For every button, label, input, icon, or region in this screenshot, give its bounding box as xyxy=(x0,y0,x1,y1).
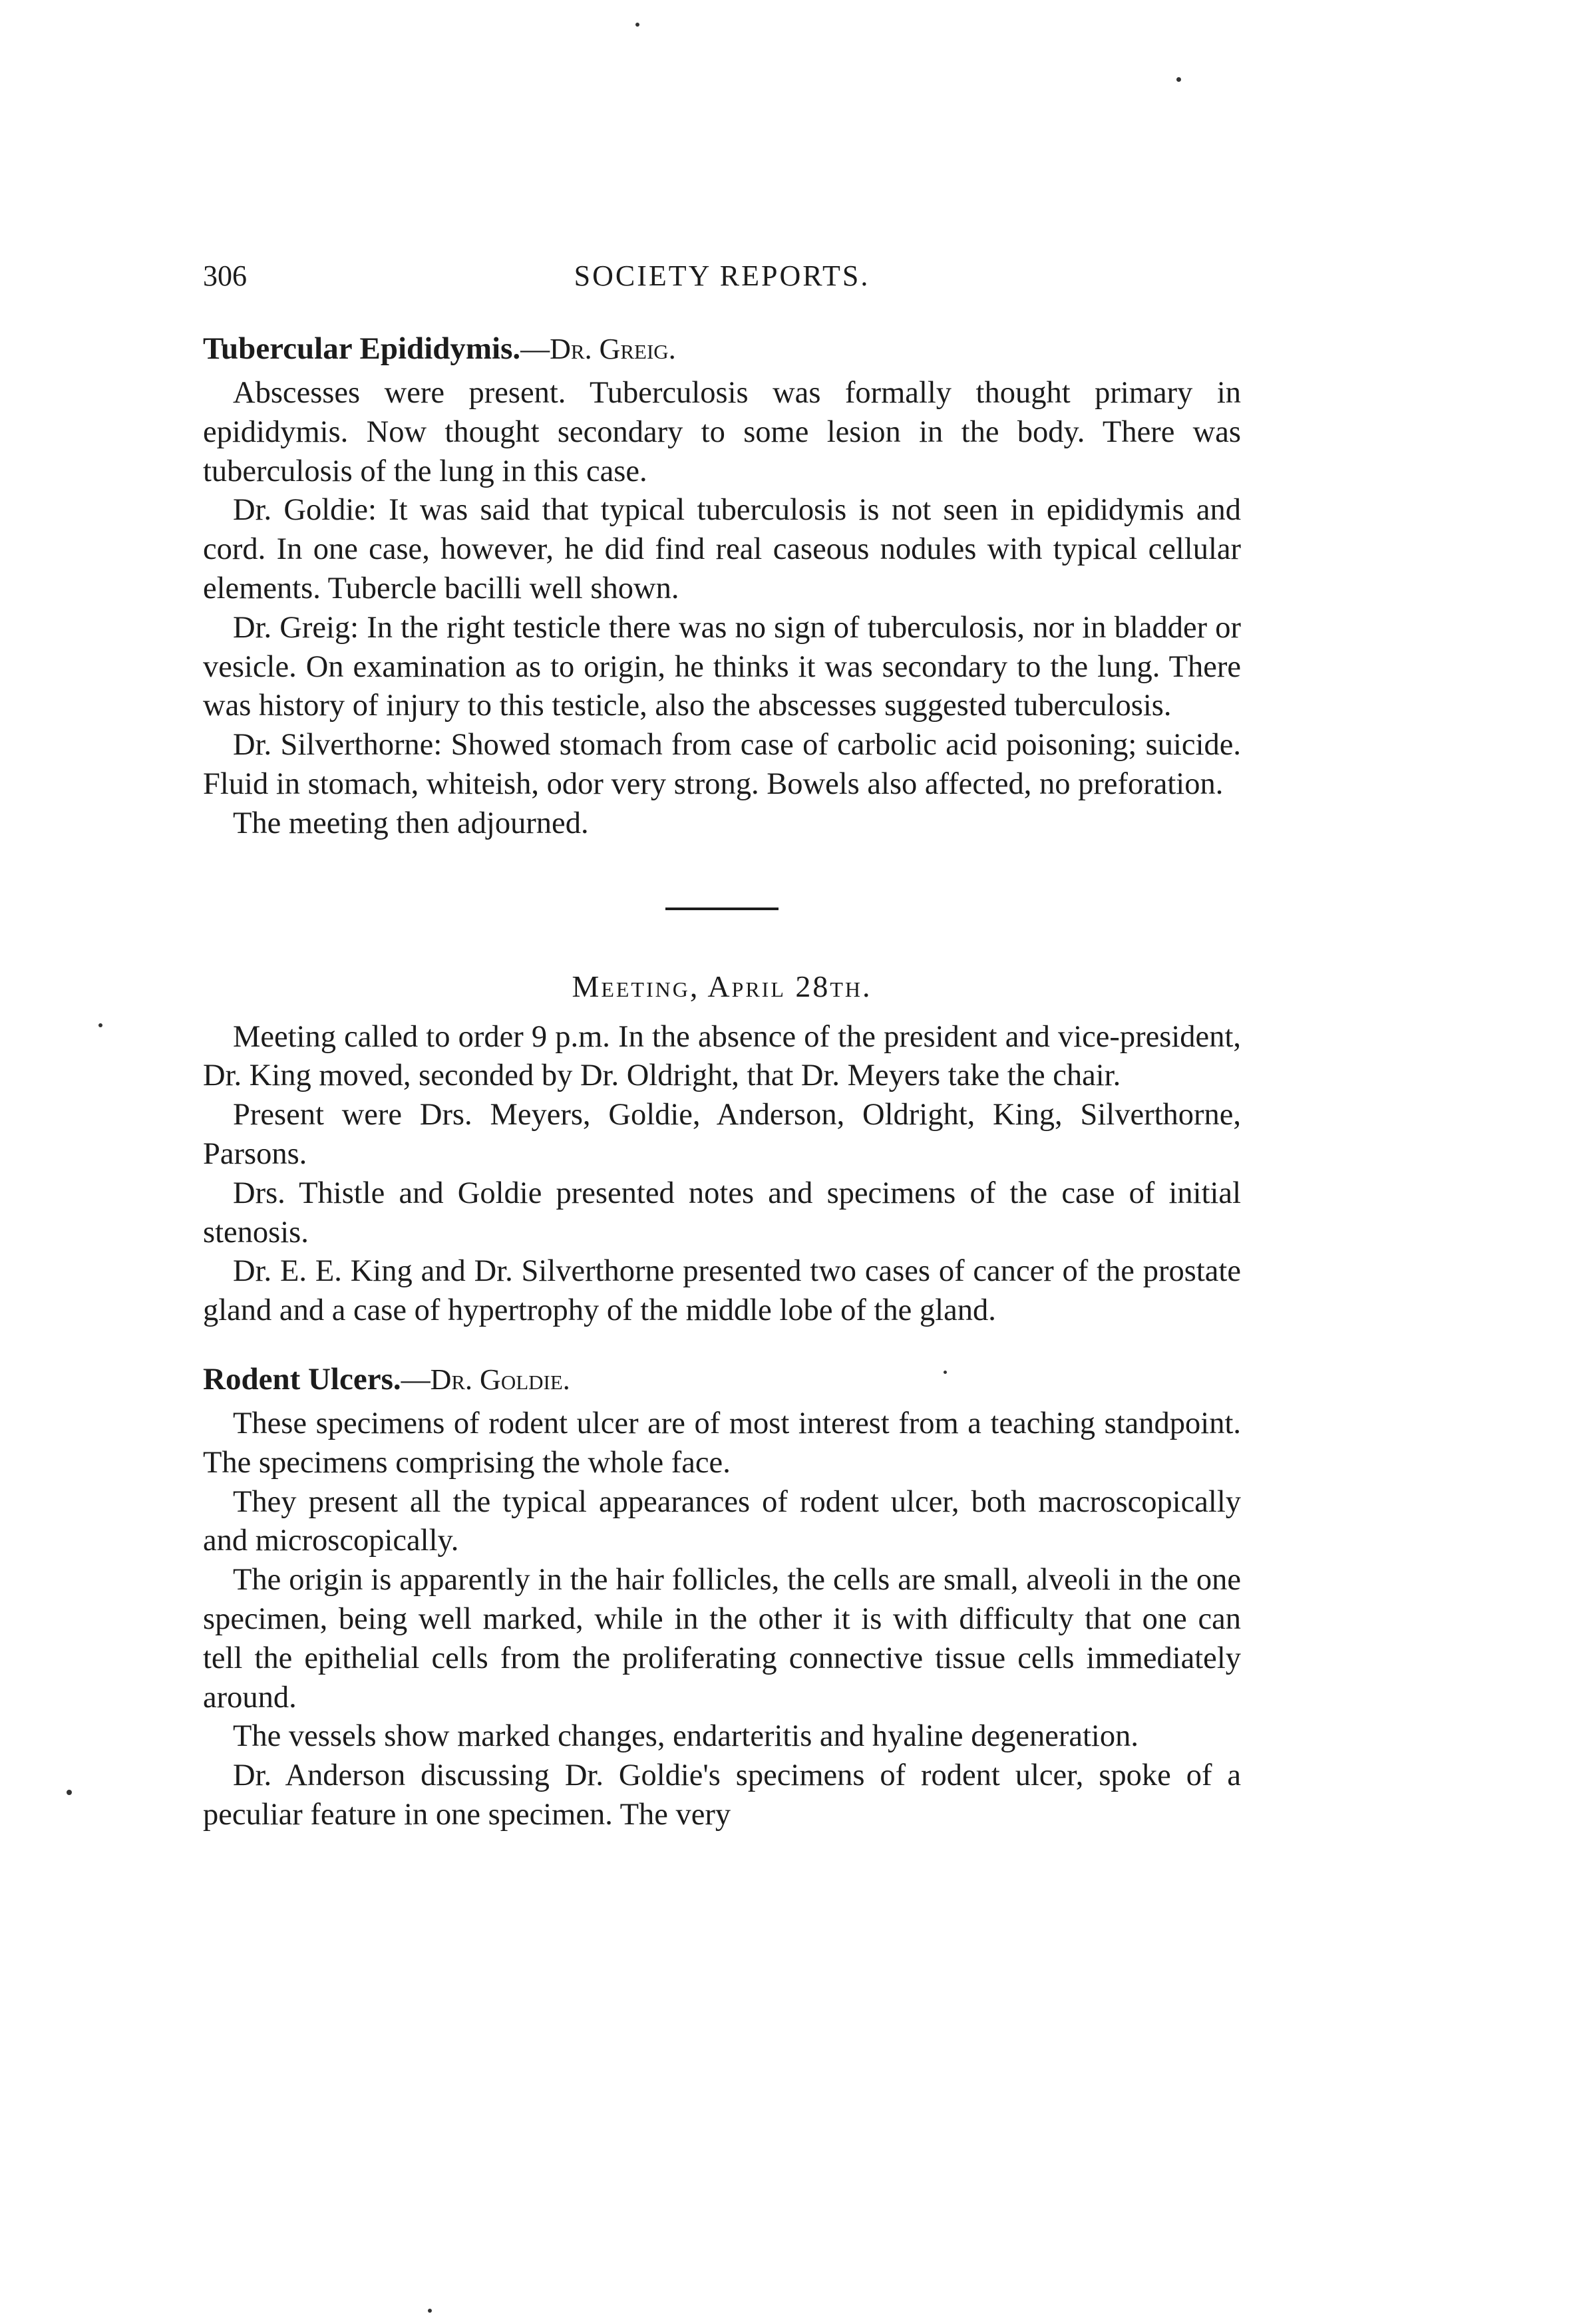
paragraph: Dr. Greig: In the right testicle there was no sign of tuberculosis, nor in bladder or vesicle. On examination as to origin, he thinks it was secondary to the lung. There was history of injury to this testicle, also the abscesses suggested tuberculosis. xyxy=(203,610,1241,723)
section-heading-author: —Dr. Greig. xyxy=(520,333,676,365)
section-heading xyxy=(203,329,1241,369)
paragraph: These specimens of rodent ulcer are of most interest from a teaching standpoint. The specimens comprising the whole face. xyxy=(203,1406,1241,1480)
paragraph: The meeting then adjourned. xyxy=(233,806,589,840)
section-tubercular-epididymis xyxy=(203,329,1241,844)
section-heading-title: Tubercular Epididymis. xyxy=(203,331,521,366)
section-heading xyxy=(203,1360,1241,1399)
paragraph: Drs. Thistle and Goldie presented notes and specimens of the case of initial stenosis. xyxy=(203,1176,1241,1249)
paragraph: Dr. E. E. King and Dr. Silverthorne presented two cases of cancer of the prostate gland and a case of hypertrophy of the middle lobe of the gland. xyxy=(203,1254,1241,1328)
paragraph: Dr. Silverthorne: Showed stomach from case of carbolic acid poisoning; suicide. Fluid in stomach, whiteish, odor very strong. Bowels also affected, no preforation. xyxy=(203,728,1241,801)
paragraph: The origin is apparently in the hair follicles, the cells are small, alveoli in the one specimen, being well marked, while in the other it is with difficulty that one can tell the epithelial cells from the proliferating connective tissue cells immediately around. xyxy=(203,1563,1241,1715)
spacer xyxy=(203,1331,1241,1360)
section-divider-rule xyxy=(665,908,779,910)
paragraph: They present all the typical appearances of rodent ulcer, both macroscopically and microscopically. xyxy=(203,1484,1241,1558)
page-number: 306 xyxy=(203,259,247,292)
paragraph: Abscesses were present. Tuberculosis was formally thought primary in epididymis. Now thought secondary to some lesion in the body. There was tuberculosis of the lung in this case. xyxy=(203,376,1241,488)
scan-speck xyxy=(98,1023,102,1027)
meeting-title: Meeting, April 28th. xyxy=(572,969,872,1003)
paragraph: Dr. Goldie: It was said that typical tuberculosis is not seen in epididymis and cord. In one case, however, he did find real caseous nodules with typical cellular elements. Tubercle bacilli well shown. xyxy=(203,493,1241,605)
running-head-title: SOCIETY REPORTS. xyxy=(574,259,870,292)
scan-speck xyxy=(67,1790,72,1795)
paragraph: Present were Drs. Meyers, Goldie, Anderson, Oldright, King, Silverthorne, Parsons. xyxy=(203,1098,1241,1171)
scan-speck xyxy=(1176,77,1181,82)
section-heading-author: —Dr. Goldie. xyxy=(401,1363,570,1396)
paragraph: The vessels show marked changes, endarteritis and hyaline degeneration. xyxy=(233,1719,1138,1754)
section-rodent-ulcers xyxy=(203,1360,1241,1835)
scan-speck xyxy=(428,2309,432,2313)
paragraph: Dr. Anderson discussing Dr. Goldie's specimens of rodent ulcer, spoke of a peculiar feature in one specimen. The very xyxy=(203,1758,1241,1832)
section-heading-title: Rodent Ulcers. xyxy=(203,1361,401,1397)
section-meeting-april-28 xyxy=(203,967,1241,1331)
paragraph: Meeting called to order 9 p.m. In the absence of the president and vice-president, Dr. King moved, seconded by Dr. Oldright, that Dr. Meyers take the chair. xyxy=(203,1019,1241,1093)
scan-speck xyxy=(635,23,639,27)
text-column xyxy=(203,256,1241,1835)
running-head xyxy=(203,256,1241,296)
